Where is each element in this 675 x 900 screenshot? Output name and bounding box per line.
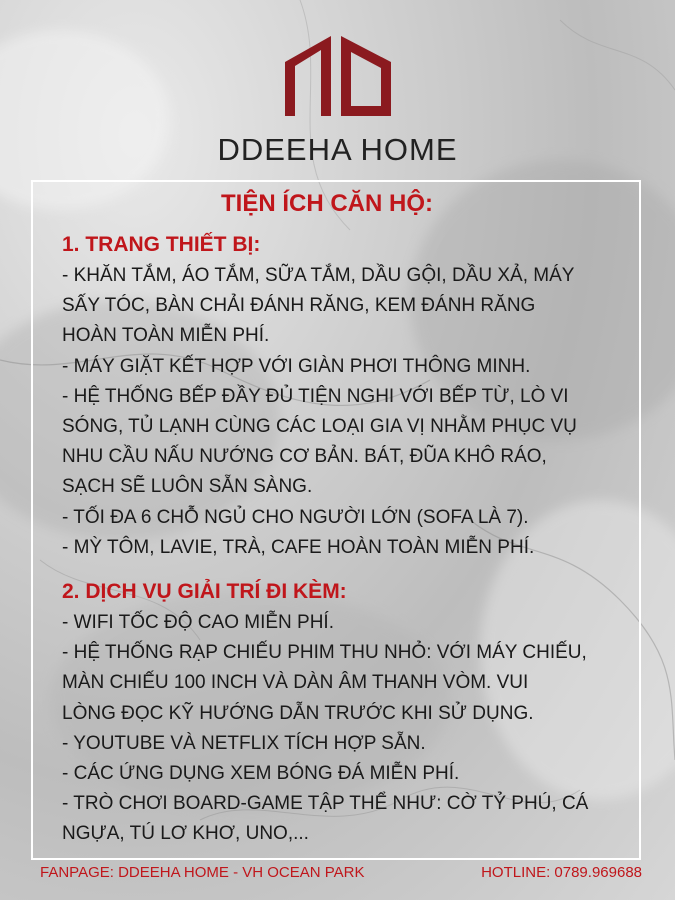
- list-item: - TỐI ĐA 6 CHỖ NGỦ CHO NGƯỜI LỚN (SOFA LÀ 7).: [62, 506, 529, 528]
- list-item: - HỆ THỐNG BẾP ĐẦY ĐỦ TIỆN NGHI VỚI BẾP TỪ, LÒ VI: [62, 385, 569, 407]
- brand-name: DDEEHA HOME: [217, 132, 458, 167]
- section-heading: 2. DỊCH VỤ GIẢI TRÍ ĐI KÈM:: [62, 580, 347, 604]
- list-item: - WIFI TỐC ĐỘ CAO MIỄN PHÍ.: [62, 612, 334, 634]
- house-logo-icon: [283, 32, 393, 117]
- page-title: TIỆN ÍCH CĂN HỘ:: [221, 190, 433, 217]
- list-item: - HỆ THỐNG RẠP CHIẾU PHIM THU NHỎ: VỚI MÁY CHIẾU,: [62, 642, 587, 664]
- section-heading: 1. TRANG THIẾT BỊ:: [62, 233, 261, 256]
- list-item: - TRÒ CHƠI BOARD-GAME TẬP THỂ NHƯ: CỜ TỶ PHÚ, CÁ: [62, 793, 589, 815]
- hotline-text: HOTLINE: 0789.969688: [481, 864, 642, 881]
- section-equipment: [62, 230, 622, 563]
- list-item: - CÁC ỨNG DỤNG XEM BÓNG ĐÁ MIỄN PHÍ.: [62, 763, 460, 785]
- list-item: - YOUTUBE VÀ NETFLIX TÍCH HỢP SẴN.: [62, 732, 426, 754]
- list-item: LÒNG ĐỌC KỸ HƯỚNG DẪN TRƯỚC KHI SỬ DỤNG.: [62, 702, 534, 724]
- list-item: MÀN CHIẾU 100 INCH VÀ DÀN ÂM THANH VÒM. VUI: [62, 672, 529, 694]
- list-item: - MỲ TÔM, LAVIE, TRÀ, CAFE HOÀN TOÀN MIỄN PHÍ.: [62, 536, 535, 558]
- list-item: NGỰA, TÚ LƠ KHƠ, UNO,...: [62, 823, 309, 845]
- list-item: HOÀN TOÀN MIỄN PHÍ.: [62, 325, 270, 347]
- fanpage-text: FANPAGE: DDEEHA HOME - VH OCEAN PARK: [40, 864, 365, 881]
- amenities-content: [62, 190, 622, 850]
- list-item: - KHĂN TẮM, ÁO TẮM, SỮA TẮM, DẦU GỘI, DẦU XẢ, MÁY: [62, 265, 575, 286]
- list-item: - MÁY GIẶT KẾT HỢP VỚI GIÀN PHƠI THÔNG MINH.: [62, 355, 531, 377]
- list-item: SẤY TÓC, BÀN CHẢI ĐÁNH RĂNG, KEM ĐÁNH RĂNG: [62, 295, 536, 317]
- list-item: SÓNG, TỦ LẠNH CÙNG CÁC LOẠI GIA VỊ NHẰM PHỤC VỤ: [62, 416, 577, 438]
- list-item: SẠCH SẼ LUÔN SẴN SÀNG.: [62, 476, 313, 498]
- section-entertainment: [62, 577, 622, 850]
- list-item: NHU CẦU NẤU NƯỚNG CƠ BẢN. BÁT, ĐŨA KHÔ RÁO,: [62, 446, 547, 468]
